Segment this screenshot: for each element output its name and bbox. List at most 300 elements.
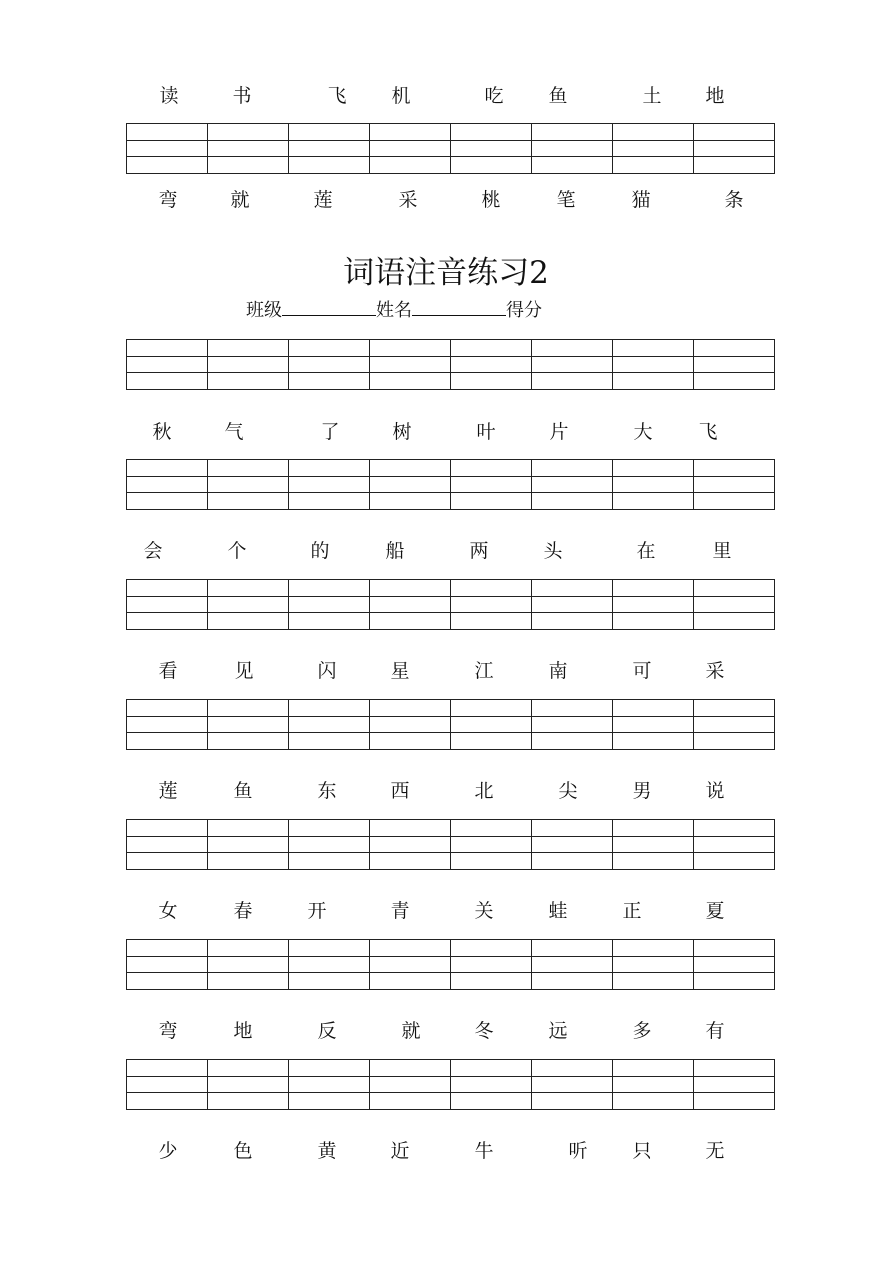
grid-row <box>127 1093 775 1110</box>
pinyin-cell[interactable] <box>613 460 694 477</box>
char-row <box>0 1019 892 1043</box>
hanzi-char: 东 <box>317 780 337 802</box>
grid-row <box>127 124 775 141</box>
pinyin-cell[interactable] <box>451 373 532 390</box>
pinyin-cell[interactable] <box>694 493 775 510</box>
pinyin-cell[interactable] <box>532 836 613 853</box>
pinyin-cell[interactable] <box>451 476 532 493</box>
pinyin-cell[interactable] <box>532 340 613 357</box>
hanzi-char: 正 <box>622 900 642 922</box>
hanzi-char: 飞 <box>698 421 718 443</box>
pinyin-cell[interactable] <box>613 973 694 990</box>
name-label: 姓名 <box>376 300 412 321</box>
pinyin-cell[interactable] <box>613 340 694 357</box>
pinyin-cell[interactable] <box>532 733 613 750</box>
hanzi-char: 读 <box>159 85 179 107</box>
pinyin-cell[interactable] <box>532 373 613 390</box>
pinyin-cell[interactable] <box>694 460 775 477</box>
grid-row <box>127 1060 775 1077</box>
pinyin-cell[interactable] <box>208 820 289 837</box>
pinyin-cell[interactable] <box>613 493 694 510</box>
pinyin-cell[interactable] <box>370 340 451 357</box>
pinyin-cell[interactable] <box>370 580 451 597</box>
char-row <box>0 659 892 683</box>
hanzi-char: 就 <box>230 189 250 211</box>
pinyin-cell[interactable] <box>694 613 775 630</box>
pinyin-cell[interactable] <box>370 613 451 630</box>
pinyin-cell[interactable] <box>451 140 532 157</box>
pinyin-cell[interactable] <box>613 733 694 750</box>
pinyin-cell[interactable] <box>694 140 775 157</box>
hanzi-char: 条 <box>724 189 744 211</box>
pinyin-cell[interactable] <box>613 1093 694 1110</box>
pinyin-cell[interactable] <box>694 356 775 373</box>
pinyin-cell[interactable] <box>451 493 532 510</box>
hanzi-char: 飞 <box>327 85 347 107</box>
pinyin-cell[interactable] <box>208 580 289 597</box>
pinyin-cell[interactable] <box>208 493 289 510</box>
pinyin-cell[interactable] <box>451 157 532 174</box>
pinyin-cell[interactable] <box>127 140 208 157</box>
hanzi-char: 南 <box>548 660 568 682</box>
pinyin-cell[interactable] <box>289 1076 370 1093</box>
pinyin-cell[interactable] <box>370 157 451 174</box>
pinyin-cell[interactable] <box>289 140 370 157</box>
pinyin-cell[interactable] <box>451 356 532 373</box>
pinyin-cell[interactable] <box>370 853 451 870</box>
hanzi-char: 弯 <box>158 189 178 211</box>
pinyin-cell[interactable] <box>532 1060 613 1077</box>
grid-row <box>127 140 775 157</box>
hanzi-char: 可 <box>632 660 652 682</box>
pinyin-cell[interactable] <box>370 493 451 510</box>
pinyin-grid[interactable] <box>126 579 775 630</box>
pinyin-cell[interactable] <box>289 716 370 733</box>
hanzi-char: 西 <box>390 780 410 802</box>
pinyin-cell[interactable] <box>451 853 532 870</box>
pinyin-cell[interactable] <box>370 124 451 141</box>
pinyin-cell[interactable] <box>208 124 289 141</box>
pinyin-cell[interactable] <box>289 373 370 390</box>
pinyin-cell[interactable] <box>532 956 613 973</box>
hanzi-char: 色 <box>233 1140 253 1162</box>
pinyin-cell[interactable] <box>370 460 451 477</box>
pinyin-cell[interactable] <box>289 460 370 477</box>
pinyin-cell[interactable] <box>694 940 775 957</box>
pinyin-cell[interactable] <box>451 733 532 750</box>
pinyin-cell[interactable] <box>613 356 694 373</box>
hanzi-char: 两 <box>469 540 489 562</box>
hanzi-char: 机 <box>391 85 411 107</box>
pinyin-cell[interactable] <box>289 940 370 957</box>
pinyin-cell[interactable] <box>127 356 208 373</box>
hanzi-char: 女 <box>158 900 178 922</box>
grid-row <box>127 373 775 390</box>
pinyin-cell[interactable] <box>613 853 694 870</box>
pinyin-cell[interactable] <box>613 1060 694 1077</box>
pinyin-cell[interactable] <box>208 956 289 973</box>
hanzi-char: 桃 <box>481 189 501 211</box>
name-blank[interactable] <box>412 297 506 316</box>
pinyin-cell[interactable] <box>694 373 775 390</box>
hanzi-char: 男 <box>632 780 652 802</box>
pinyin-cell[interactable] <box>370 356 451 373</box>
pinyin-cell[interactable] <box>370 836 451 853</box>
pinyin-cell[interactable] <box>613 124 694 141</box>
pinyin-cell[interactable] <box>613 580 694 597</box>
pinyin-cell[interactable] <box>208 733 289 750</box>
pinyin-cell[interactable] <box>694 1060 775 1077</box>
pinyin-cell[interactable] <box>694 733 775 750</box>
pinyin-cell[interactable] <box>127 836 208 853</box>
pinyin-cell[interactable] <box>289 853 370 870</box>
hanzi-char: 采 <box>705 660 725 682</box>
hanzi-char: 夏 <box>705 900 725 922</box>
score-label: 得分 <box>506 300 542 321</box>
hanzi-char: 会 <box>143 540 163 562</box>
hanzi-char: 江 <box>474 660 494 682</box>
pinyin-cell[interactable] <box>613 1076 694 1093</box>
pinyin-cell[interactable] <box>208 973 289 990</box>
pinyin-cell[interactable] <box>451 956 532 973</box>
pinyin-cell[interactable] <box>613 476 694 493</box>
pinyin-cell[interactable] <box>694 340 775 357</box>
pinyin-cell[interactable] <box>613 373 694 390</box>
pinyin-cell[interactable] <box>451 836 532 853</box>
hanzi-char: 冬 <box>474 1020 494 1042</box>
grid-row <box>127 700 775 717</box>
pinyin-cell[interactable] <box>127 596 208 613</box>
pinyin-cell[interactable] <box>208 596 289 613</box>
pinyin-cell[interactable] <box>127 373 208 390</box>
pinyin-cell[interactable] <box>694 157 775 174</box>
info-line <box>246 297 542 323</box>
grid-row <box>127 460 775 477</box>
pinyin-cell[interactable] <box>532 940 613 957</box>
pinyin-cell[interactable] <box>289 476 370 493</box>
hanzi-char: 猫 <box>631 189 651 211</box>
pinyin-cell[interactable] <box>127 1093 208 1110</box>
pinyin-cell[interactable] <box>532 1076 613 1093</box>
hanzi-char: 采 <box>398 189 418 211</box>
char-row <box>0 188 892 212</box>
char-row <box>0 899 892 923</box>
pinyin-cell[interactable] <box>370 596 451 613</box>
pinyin-cell[interactable] <box>127 460 208 477</box>
pinyin-grid[interactable] <box>126 339 775 390</box>
pinyin-cell[interactable] <box>289 820 370 837</box>
class-label: 班级 <box>246 300 282 321</box>
pinyin-cell[interactable] <box>208 340 289 357</box>
pinyin-cell[interactable] <box>208 1093 289 1110</box>
pinyin-cell[interactable] <box>370 973 451 990</box>
char-row <box>0 539 892 563</box>
hanzi-char: 在 <box>636 540 656 562</box>
pinyin-cell[interactable] <box>208 157 289 174</box>
pinyin-cell[interactable] <box>208 716 289 733</box>
pinyin-cell[interactable] <box>451 820 532 837</box>
grid-row <box>127 476 775 493</box>
pinyin-cell[interactable] <box>289 493 370 510</box>
pinyin-cell[interactable] <box>370 373 451 390</box>
pinyin-cell[interactable] <box>208 460 289 477</box>
pinyin-cell[interactable] <box>208 940 289 957</box>
pinyin-cell[interactable] <box>289 973 370 990</box>
pinyin-cell[interactable] <box>694 1076 775 1093</box>
pinyin-cell[interactable] <box>613 613 694 630</box>
pinyin-cell[interactable] <box>694 596 775 613</box>
pinyin-cell[interactable] <box>532 493 613 510</box>
pinyin-cell[interactable] <box>370 716 451 733</box>
pinyin-cell[interactable] <box>208 476 289 493</box>
pinyin-cell[interactable] <box>289 1093 370 1110</box>
pinyin-cell[interactable] <box>451 613 532 630</box>
hanzi-char: 闪 <box>317 660 337 682</box>
grid-row <box>127 157 775 174</box>
grid-row <box>127 716 775 733</box>
pinyin-cell[interactable] <box>127 1060 208 1077</box>
hanzi-char: 看 <box>158 660 178 682</box>
pinyin-cell[interactable] <box>127 340 208 357</box>
grid-row <box>127 1076 775 1093</box>
hanzi-char: 地 <box>705 85 725 107</box>
pinyin-cell[interactable] <box>370 476 451 493</box>
pinyin-cell[interactable] <box>694 124 775 141</box>
pinyin-cell[interactable] <box>613 716 694 733</box>
pinyin-cell[interactable] <box>208 613 289 630</box>
pinyin-cell[interactable] <box>613 940 694 957</box>
hanzi-char: 星 <box>390 660 410 682</box>
pinyin-cell[interactable] <box>613 700 694 717</box>
hanzi-char: 弯 <box>158 1020 178 1042</box>
pinyin-cell[interactable] <box>451 1060 532 1077</box>
pinyin-cell[interactable] <box>208 373 289 390</box>
pinyin-cell[interactable] <box>451 580 532 597</box>
pinyin-cell[interactable] <box>289 613 370 630</box>
pinyin-grid[interactable] <box>126 819 775 870</box>
pinyin-cell[interactable] <box>694 853 775 870</box>
pinyin-cell[interactable] <box>613 140 694 157</box>
hanzi-char: 大 <box>633 421 653 443</box>
pinyin-cell[interactable] <box>289 956 370 973</box>
pinyin-cell[interactable] <box>532 613 613 630</box>
pinyin-cell[interactable] <box>370 1093 451 1110</box>
pinyin-cell[interactable] <box>694 700 775 717</box>
hanzi-char: 就 <box>401 1020 421 1042</box>
hanzi-char: 说 <box>705 780 725 802</box>
pinyin-cell[interactable] <box>694 836 775 853</box>
hanzi-char: 听 <box>568 1140 588 1162</box>
grid-row <box>127 973 775 990</box>
hanzi-char: 蛙 <box>548 900 568 922</box>
pinyin-cell[interactable] <box>451 1076 532 1093</box>
class-blank[interactable] <box>282 297 376 316</box>
pinyin-cell[interactable] <box>370 733 451 750</box>
pinyin-cell[interactable] <box>289 580 370 597</box>
pinyin-grid[interactable] <box>126 123 775 174</box>
pinyin-cell[interactable] <box>127 157 208 174</box>
hanzi-char: 无 <box>705 1140 725 1162</box>
pinyin-cell[interactable] <box>370 1076 451 1093</box>
hanzi-char: 片 <box>549 421 569 443</box>
pinyin-cell[interactable] <box>127 580 208 597</box>
hanzi-char: 北 <box>474 780 494 802</box>
pinyin-cell[interactable] <box>127 973 208 990</box>
pinyin-grid[interactable] <box>126 699 775 750</box>
pinyin-cell[interactable] <box>127 940 208 957</box>
pinyin-cell[interactable] <box>289 124 370 141</box>
grid-row <box>127 956 775 973</box>
pinyin-cell[interactable] <box>370 940 451 957</box>
pinyin-cell[interactable] <box>694 1093 775 1110</box>
pinyin-cell[interactable] <box>694 476 775 493</box>
pinyin-cell[interactable] <box>694 973 775 990</box>
pinyin-cell[interactable] <box>127 956 208 973</box>
grid-row <box>127 836 775 853</box>
hanzi-char: 春 <box>233 900 253 922</box>
pinyin-cell[interactable] <box>451 700 532 717</box>
grid-row <box>127 356 775 373</box>
hanzi-char: 船 <box>385 540 405 562</box>
pinyin-cell[interactable] <box>451 596 532 613</box>
pinyin-cell[interactable] <box>289 596 370 613</box>
pinyin-cell[interactable] <box>532 973 613 990</box>
pinyin-cell[interactable] <box>532 124 613 141</box>
pinyin-cell[interactable] <box>289 340 370 357</box>
pinyin-cell[interactable] <box>208 1060 289 1077</box>
hanzi-char: 吃 <box>484 85 504 107</box>
pinyin-cell[interactable] <box>127 700 208 717</box>
pinyin-cell[interactable] <box>289 700 370 717</box>
grid-row <box>127 613 775 630</box>
grid-row <box>127 340 775 357</box>
hanzi-char: 鱼 <box>233 780 253 802</box>
hanzi-char: 莲 <box>158 780 178 802</box>
pinyin-cell[interactable] <box>694 580 775 597</box>
hanzi-char: 少 <box>158 1140 178 1162</box>
hanzi-char: 土 <box>642 85 662 107</box>
pinyin-cell[interactable] <box>613 956 694 973</box>
pinyin-cell[interactable] <box>127 853 208 870</box>
hanzi-char: 气 <box>224 421 244 443</box>
hanzi-char: 笔 <box>556 189 576 211</box>
pinyin-cell[interactable] <box>289 356 370 373</box>
pinyin-cell[interactable] <box>532 356 613 373</box>
pinyin-cell[interactable] <box>613 836 694 853</box>
pinyin-cell[interactable] <box>613 820 694 837</box>
pinyin-cell[interactable] <box>289 157 370 174</box>
hanzi-char: 个 <box>227 540 247 562</box>
pinyin-cell[interactable] <box>127 733 208 750</box>
pinyin-cell[interactable] <box>451 124 532 141</box>
pinyin-cell[interactable] <box>451 340 532 357</box>
hanzi-char: 开 <box>307 900 327 922</box>
pinyin-cell[interactable] <box>127 124 208 141</box>
pinyin-cell[interactable] <box>370 140 451 157</box>
pinyin-cell[interactable] <box>451 716 532 733</box>
pinyin-cell[interactable] <box>532 140 613 157</box>
hanzi-char: 书 <box>232 85 252 107</box>
pinyin-cell[interactable] <box>208 700 289 717</box>
pinyin-cell[interactable] <box>532 580 613 597</box>
pinyin-cell[interactable] <box>532 596 613 613</box>
pinyin-grid[interactable] <box>126 459 775 510</box>
pinyin-cell[interactable] <box>127 493 208 510</box>
grid-row <box>127 596 775 613</box>
pinyin-cell[interactable] <box>127 820 208 837</box>
char-row <box>0 779 892 803</box>
hanzi-char: 多 <box>632 1020 652 1042</box>
hanzi-char: 莲 <box>313 189 333 211</box>
pinyin-cell[interactable] <box>532 853 613 870</box>
pinyin-cell[interactable] <box>613 596 694 613</box>
pinyin-cell[interactable] <box>532 460 613 477</box>
pinyin-cell[interactable] <box>208 836 289 853</box>
pinyin-cell[interactable] <box>451 1093 532 1110</box>
pinyin-cell[interactable] <box>532 476 613 493</box>
pinyin-cell[interactable] <box>451 940 532 957</box>
pinyin-cell[interactable] <box>370 820 451 837</box>
pinyin-cell[interactable] <box>694 820 775 837</box>
pinyin-grid[interactable] <box>126 939 775 990</box>
pinyin-cell[interactable] <box>208 140 289 157</box>
pinyin-cell[interactable] <box>532 716 613 733</box>
pinyin-cell[interactable] <box>613 157 694 174</box>
hanzi-char: 关 <box>474 900 494 922</box>
pinyin-cell[interactable] <box>127 476 208 493</box>
pinyin-cell[interactable] <box>451 460 532 477</box>
hanzi-char: 头 <box>543 540 563 562</box>
grid-row <box>127 820 775 837</box>
pinyin-cell[interactable] <box>532 700 613 717</box>
pinyin-cell[interactable] <box>127 716 208 733</box>
pinyin-cell[interactable] <box>532 157 613 174</box>
hanzi-char: 只 <box>632 1140 652 1162</box>
pinyin-cell[interactable] <box>208 853 289 870</box>
hanzi-char: 里 <box>712 540 732 562</box>
pinyin-cell[interactable] <box>127 1076 208 1093</box>
hanzi-char: 有 <box>705 1020 725 1042</box>
pinyin-cell[interactable] <box>532 1093 613 1110</box>
pinyin-cell[interactable] <box>370 700 451 717</box>
char-row <box>0 420 892 444</box>
pinyin-cell[interactable] <box>289 733 370 750</box>
hanzi-char: 地 <box>233 1020 253 1042</box>
hanzi-char: 叶 <box>476 421 496 443</box>
pinyin-cell[interactable] <box>694 956 775 973</box>
pinyin-cell[interactable] <box>694 716 775 733</box>
hanzi-char: 的 <box>310 540 330 562</box>
pinyin-cell[interactable] <box>532 820 613 837</box>
pinyin-cell[interactable] <box>451 973 532 990</box>
grid-row <box>127 580 775 597</box>
pinyin-cell[interactable] <box>208 1076 289 1093</box>
hanzi-char: 鱼 <box>548 85 568 107</box>
pinyin-cell[interactable] <box>289 1060 370 1077</box>
page-title: 词语注音练习2 <box>343 255 549 291</box>
pinyin-grid[interactable] <box>126 1059 775 1110</box>
hanzi-char: 青 <box>390 900 410 922</box>
char-row <box>0 1139 892 1163</box>
pinyin-cell[interactable] <box>370 1060 451 1077</box>
hanzi-char: 近 <box>390 1140 410 1162</box>
pinyin-cell[interactable] <box>208 356 289 373</box>
pinyin-cell[interactable] <box>127 613 208 630</box>
pinyin-cell[interactable] <box>289 836 370 853</box>
hanzi-char: 见 <box>234 660 254 682</box>
grid-row <box>127 733 775 750</box>
pinyin-cell[interactable] <box>370 956 451 973</box>
